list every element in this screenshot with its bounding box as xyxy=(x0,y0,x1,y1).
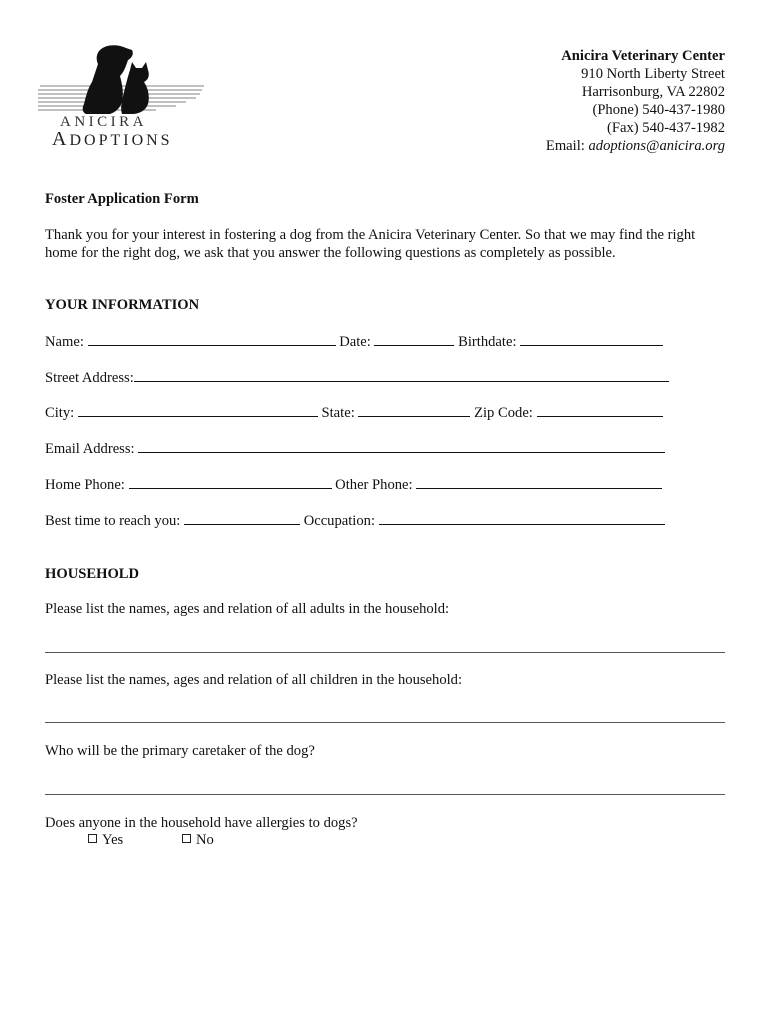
section-heading-household: HOUSEHOLD xyxy=(45,566,140,582)
street-address-label: Street Address: xyxy=(45,370,134,386)
yes-label: Yes xyxy=(102,832,124,848)
city-state-zip: Harrisonburg, VA 22802 xyxy=(581,84,725,100)
logo-text-anicira: ANICIRA xyxy=(60,114,147,130)
name-label: Name: xyxy=(45,334,84,350)
org-name: Anicira Veterinary Center xyxy=(561,48,725,64)
zip-label: Zip Code: xyxy=(474,405,533,421)
occupation-label: Occupation: xyxy=(303,513,376,529)
allergies-no-option[interactable] xyxy=(182,832,214,849)
home-phone-label: Home Phone: xyxy=(45,477,125,493)
row-email xyxy=(45,440,665,458)
yes-checkbox[interactable] xyxy=(88,834,97,843)
occupation-field[interactable] xyxy=(379,512,665,525)
adults-answer-line[interactable] xyxy=(45,652,725,653)
city-label: City: xyxy=(45,405,75,421)
contact-block xyxy=(546,47,725,155)
date-field[interactable] xyxy=(374,333,454,346)
row-street-address xyxy=(45,369,669,387)
name-field[interactable] xyxy=(88,333,336,346)
state-field[interactable] xyxy=(358,404,470,417)
city-field[interactable] xyxy=(78,404,318,417)
allergies-question: Does anyone in the household have allergies to dogs? xyxy=(45,815,358,831)
phone-number: (Phone) 540-437-1980 xyxy=(592,102,725,118)
best-time-field[interactable] xyxy=(184,512,300,525)
row-best-time-occupation xyxy=(45,512,665,530)
intro-paragraph: Thank you for your interest in fostering a dog from the Anicira Veterinary Center. So that we may find the right home for the right dog, we ask that you answer the following questions as completely as possible. xyxy=(45,227,696,261)
logo-text-adoptions: ADOPTIONS xyxy=(52,128,173,150)
street-address: 910 North Liberty Street xyxy=(581,66,725,82)
email-address-label: Email Address: xyxy=(45,441,135,457)
form-title: Foster Application Form xyxy=(45,191,199,207)
caretaker-question: Who will be the primary caretaker of the dog? xyxy=(45,743,315,759)
other-phone-field[interactable] xyxy=(416,476,662,489)
street-address-field[interactable] xyxy=(134,369,669,382)
no-checkbox[interactable] xyxy=(182,834,191,843)
fax-number: (Fax) 540-437-1982 xyxy=(607,120,725,136)
birthdate-label: Birthdate: xyxy=(458,334,517,350)
children-question: Please list the names, ages and relation of all children in the household: xyxy=(45,672,463,688)
caretaker-answer-line[interactable] xyxy=(45,794,725,795)
email-link[interactable]: adoptions@anicira.org xyxy=(588,138,725,154)
date-label: Date: xyxy=(339,334,371,350)
birthdate-field[interactable] xyxy=(520,333,663,346)
row-name-date-birthdate xyxy=(45,333,663,351)
email-line: Email: adoptions@anicira.org xyxy=(545,138,725,154)
state-label: State: xyxy=(321,405,355,421)
email-address-field[interactable] xyxy=(138,440,665,453)
no-label: No xyxy=(196,832,214,848)
best-time-label: Best time to reach you: xyxy=(45,513,181,529)
children-answer-line[interactable] xyxy=(45,722,725,723)
row-phones xyxy=(45,476,662,494)
section-heading-your-information: YOUR INFORMATION xyxy=(45,297,200,313)
row-city-state-zip xyxy=(45,404,663,422)
adults-question: Please list the names, ages and relation of all adults in the household: xyxy=(45,601,450,617)
home-phone-field[interactable] xyxy=(129,476,332,489)
other-phone-label: Other Phone: xyxy=(335,477,413,493)
allergies-yes-option[interactable] xyxy=(88,832,123,849)
zip-field[interactable] xyxy=(537,404,663,417)
